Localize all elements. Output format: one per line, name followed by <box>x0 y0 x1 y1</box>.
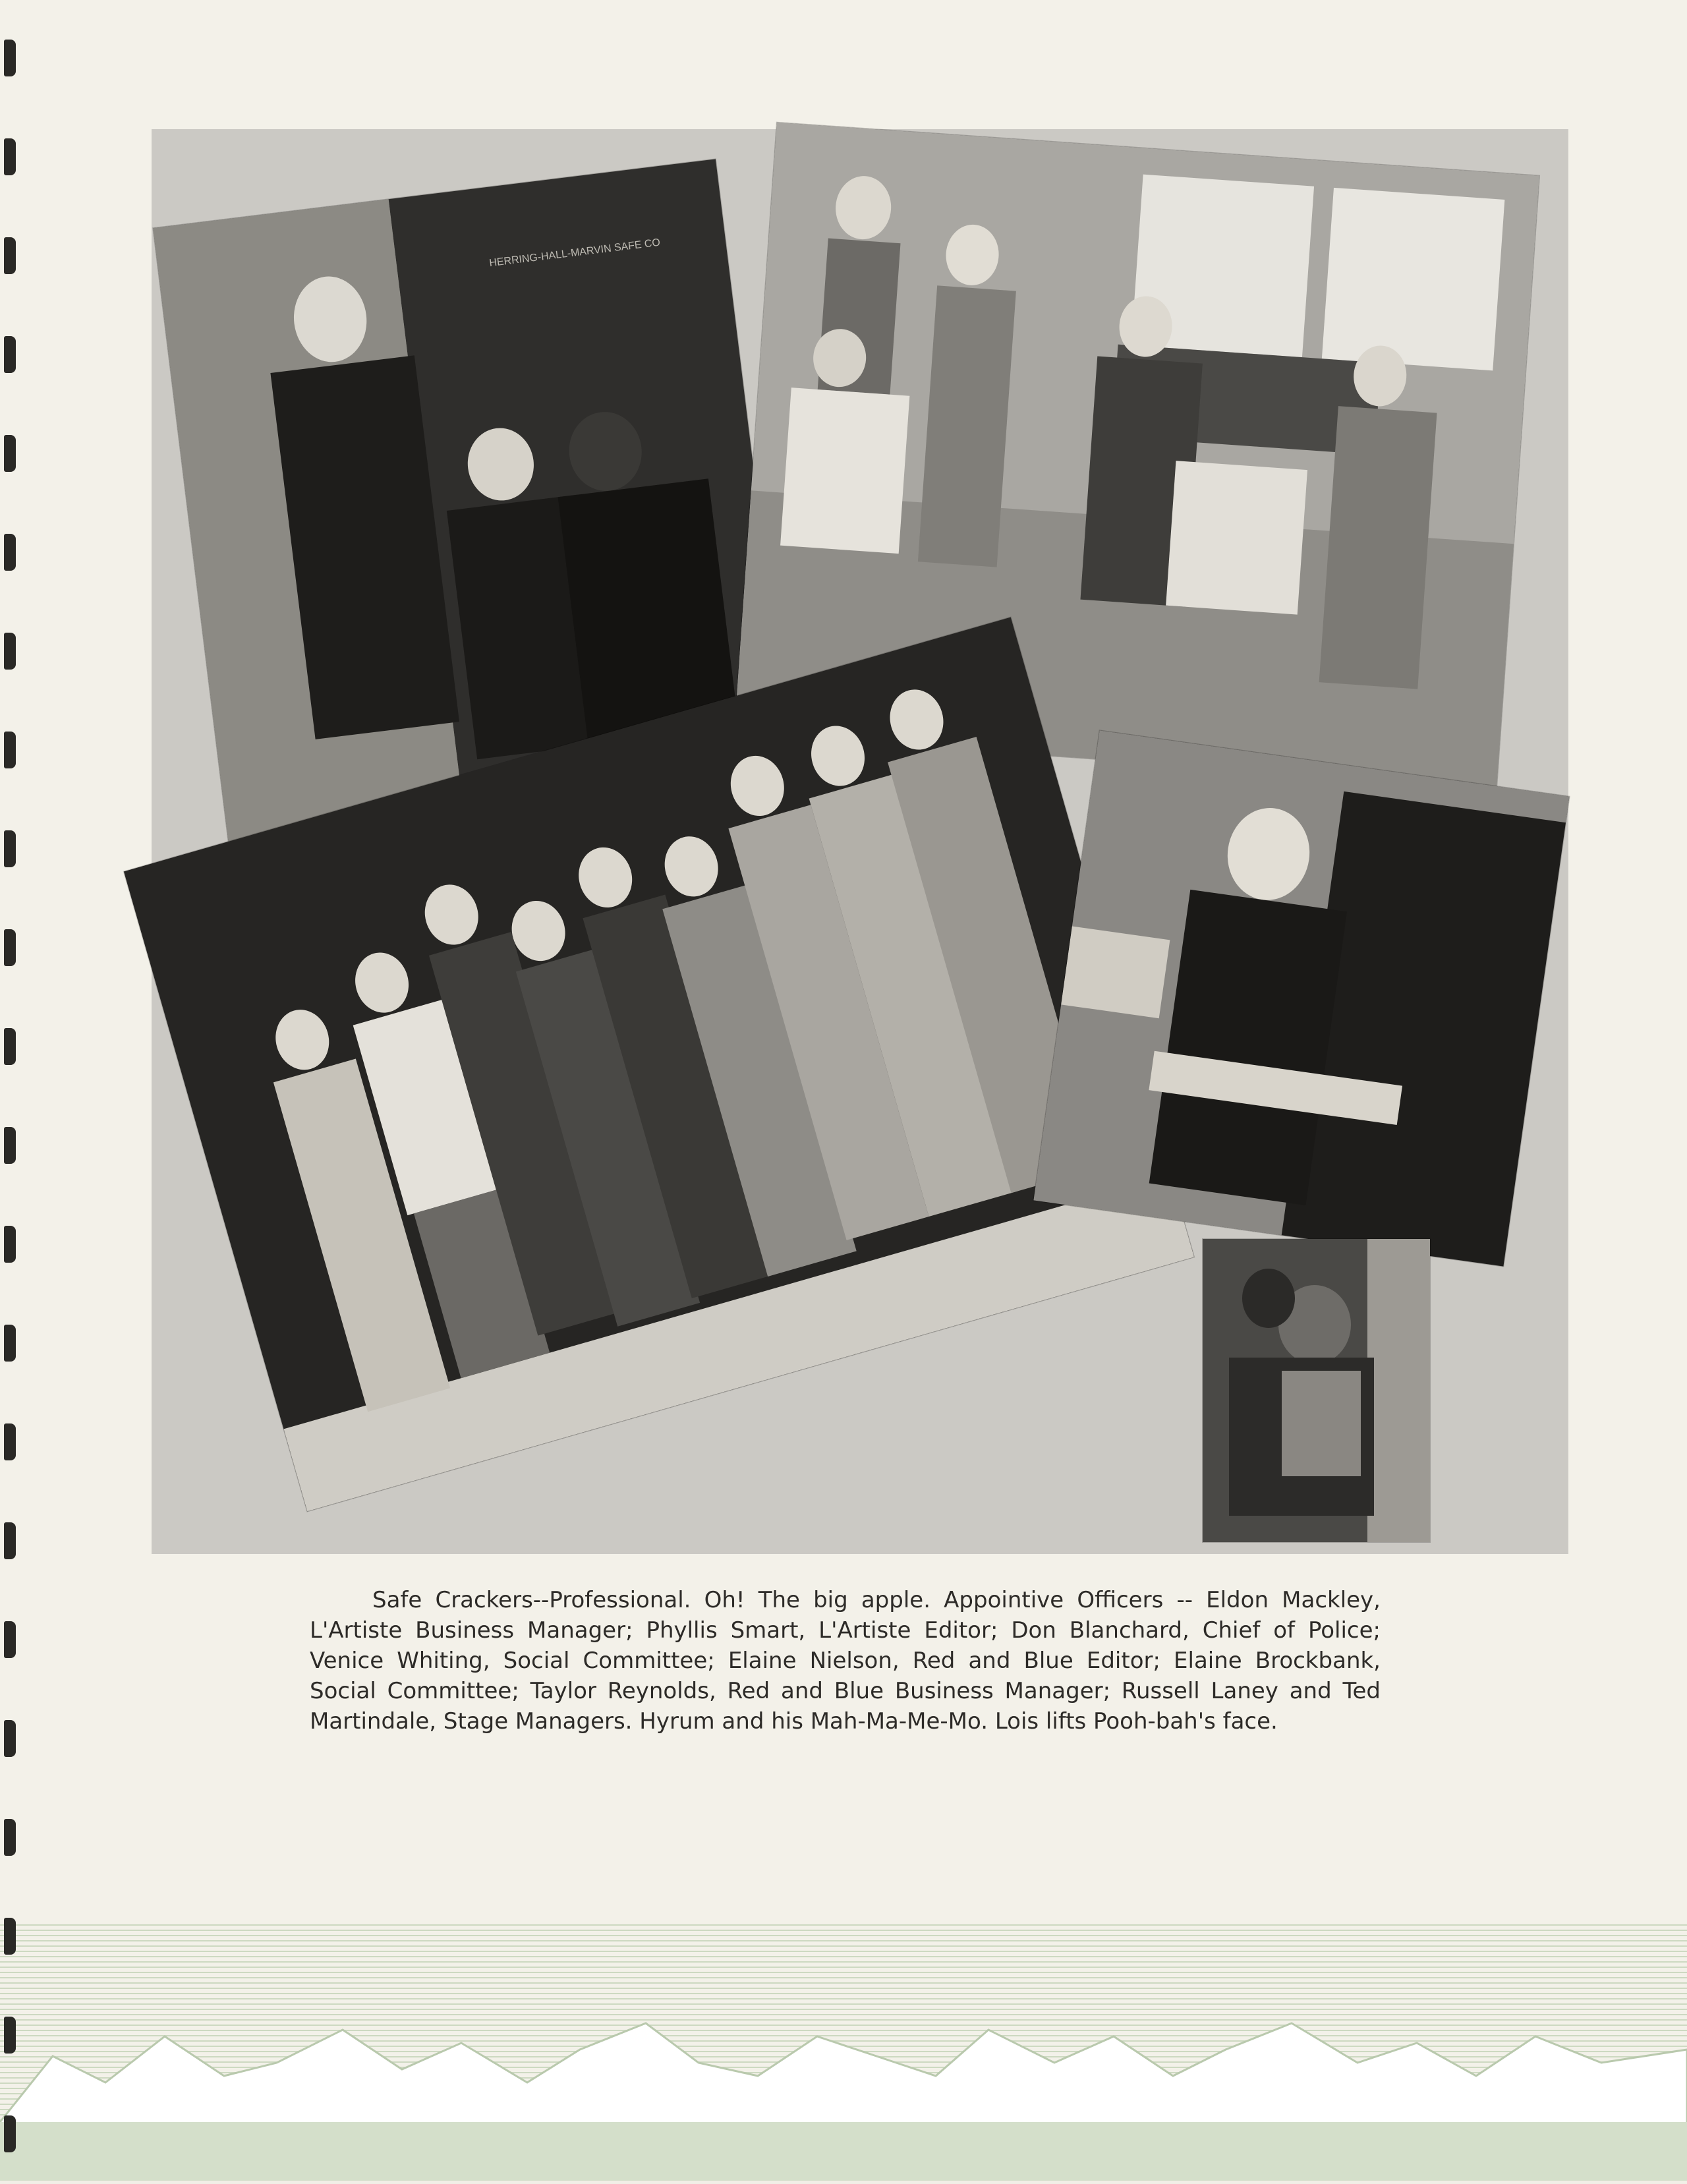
binding-ring <box>4 1621 16 1658</box>
binding-ring <box>4 435 16 472</box>
safe-label-text: HERRING-HALL-MARVIN SAFE CO <box>488 237 661 270</box>
binding-ring <box>4 2017 16 2054</box>
binding-ring <box>4 830 16 867</box>
binding-ring <box>4 1325 16 1362</box>
hyrum-piano-image <box>1033 730 1569 1266</box>
caption-text: Safe Crackers--Professional. Oh! The big apple. Appointive Officers -- Eldon Mackley, L'Artiste Business Manager; Phyllis Smart, L'Artiste Editor; Don Blanchard, Chief of Police; Venice Whiting, Social Committee; Elaine Nielson, Red and Blue Editor; Elaine Brockbank, Social Committee; Taylor Reynolds, Red and Blue Business Manager; Russell Laney and Ted Martindale, Stage Managers. Hyrum and his Mah-Ma-Me-Mo. Lois lifts Pooh-bah's face. <box>310 1587 1381 1735</box>
binding-ring <box>4 1522 16 1559</box>
lois-pooh-bah-image <box>1203 1239 1430 1542</box>
binding-ring <box>4 633 16 670</box>
binding-ring <box>4 2115 16 2152</box>
photo-lois-pooh-bah <box>1203 1239 1430 1542</box>
binding-ring <box>4 1028 16 1065</box>
binding-ring <box>4 237 16 274</box>
binding-ring <box>4 1720 16 1757</box>
photo-hyrum-piano <box>1033 730 1569 1266</box>
binding-ring <box>4 732 16 768</box>
binding-ring <box>4 1918 16 1955</box>
binding-ring <box>4 534 16 571</box>
spiral-binding-rings <box>0 0 40 2181</box>
photo-caption <box>310 1585 1381 1737</box>
binding-ring <box>4 1819 16 1856</box>
mountain-border-decoration <box>0 1924 1687 2181</box>
binding-ring <box>4 138 16 175</box>
binding-ring <box>4 1226 16 1263</box>
binding-ring <box>4 929 16 966</box>
binding-ring <box>4 1423 16 1460</box>
binding-ring <box>4 1127 16 1164</box>
binding-ring <box>4 336 16 373</box>
binding-ring <box>4 40 16 76</box>
